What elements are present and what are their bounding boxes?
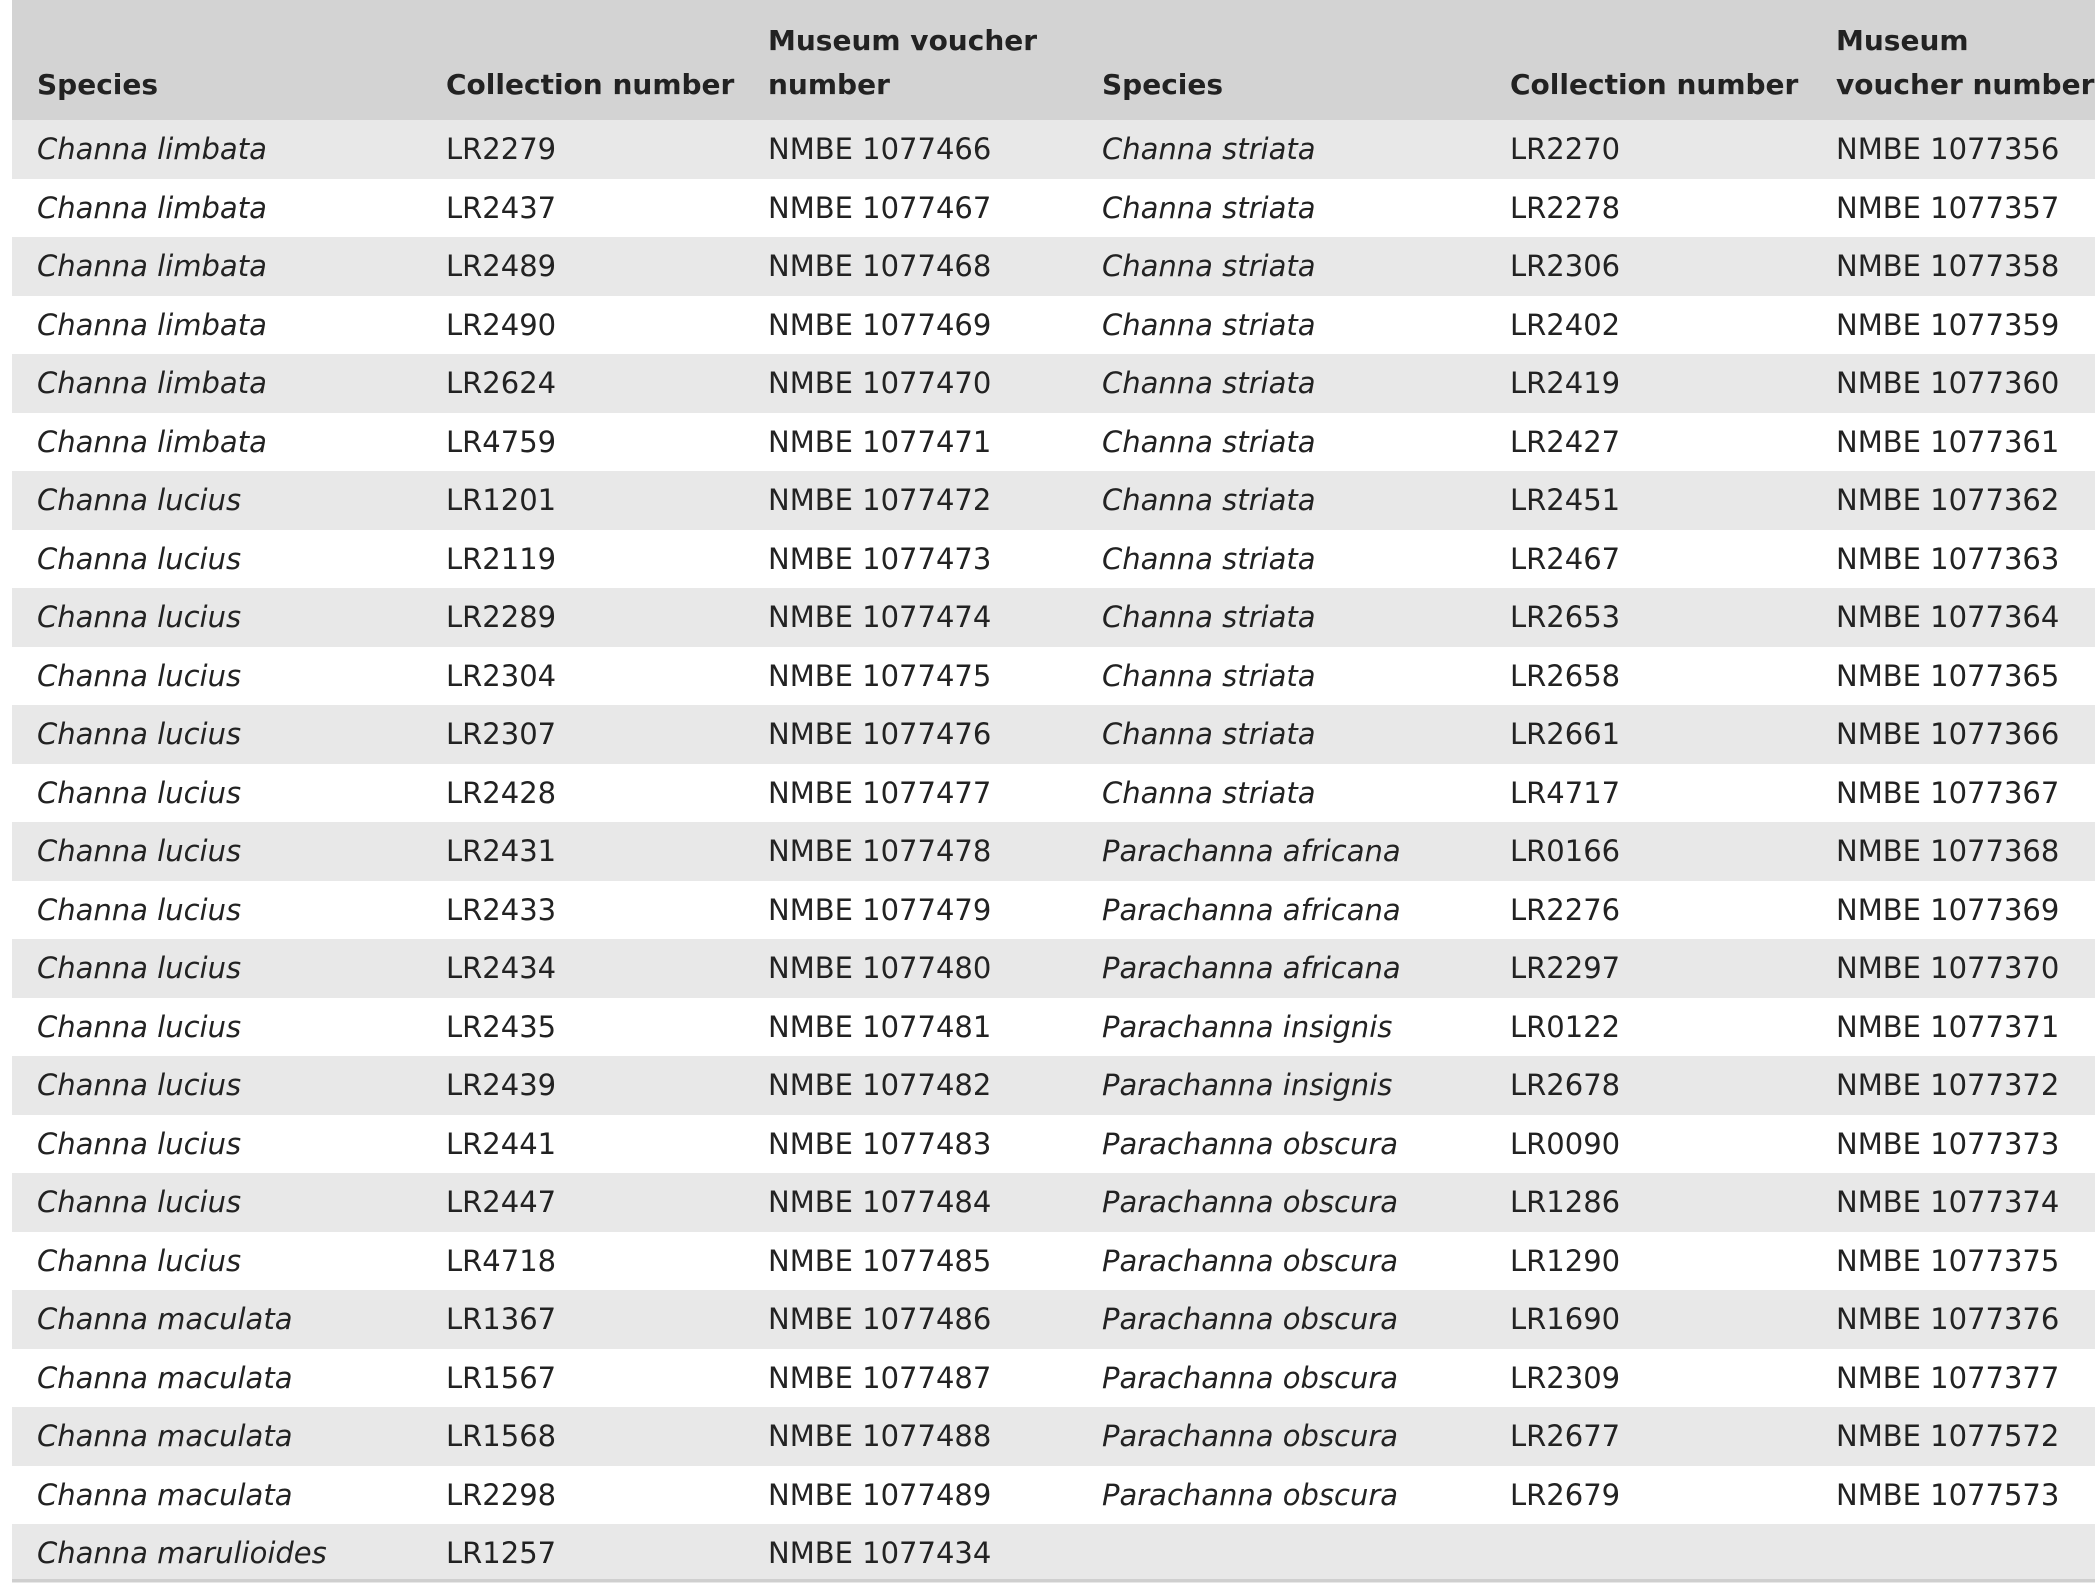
cell-species-right: Parachanna obscura [1102, 1360, 1399, 1395]
cell-species-right: Parachanna obscura [1102, 1419, 1399, 1454]
table-row [12, 413, 2095, 472]
table-row [12, 530, 2095, 589]
cell-species-right: Channa striata [1102, 424, 1316, 459]
cell-species-left: Channa limbata [37, 424, 267, 459]
cell-collection-right: LR4717 [1510, 775, 1621, 810]
cell-collection-right: LR2276 [1510, 892, 1621, 927]
cell-collection-left: LR2431 [446, 834, 557, 869]
cell-collection-right: LR2451 [1510, 483, 1621, 518]
cell-museum-left: NMBE 1077480 [768, 951, 992, 986]
cell-collection-left: LR1367 [446, 1302, 557, 1337]
cell-museum-right: NMBE 1077372 [1836, 1068, 2060, 1103]
cell-species-left: Channa lucius [37, 951, 242, 986]
cell-species-left: Channa lucius [37, 658, 242, 693]
cell-collection-right: LR1286 [1510, 1185, 1621, 1220]
table-row [12, 1115, 2095, 1174]
cell-museum-right: NMBE 1077375 [1836, 1243, 2060, 1278]
cell-species-right [1077, 1524, 1485, 1583]
cell-species-left: Channa lucius [37, 892, 242, 927]
cell-species-right: Channa striata [1102, 307, 1316, 342]
cell-collection-right: LR0090 [1510, 1126, 1621, 1161]
cell-species-left: Channa maculata [37, 1419, 293, 1454]
table-row [12, 1407, 2095, 1466]
cell-species-left: Channa marulioides [37, 1536, 327, 1571]
cell-collection-left: LR2289 [446, 600, 557, 635]
table-row [12, 354, 2095, 413]
cell-species-left: Channa lucius [37, 834, 242, 869]
cell-species-right: Parachanna africana [1102, 892, 1401, 927]
cell-museum-left: NMBE 1077471 [768, 424, 992, 459]
header-museum-left: Museum voucher number [768, 24, 1038, 101]
table-row [12, 939, 2095, 998]
specimen-table-container [12, 0, 2095, 1583]
cell-museum-right: NMBE 1077369 [1836, 892, 2060, 927]
cell-collection-left: LR2119 [446, 541, 557, 576]
cell-museum-right: NMBE 1077367 [1836, 775, 2060, 810]
cell-museum-left: NMBE 1077489 [768, 1477, 992, 1512]
cell-species-right: Channa striata [1102, 600, 1316, 635]
cell-species-left: Channa lucius [37, 483, 242, 518]
cell-collection-right: LR2653 [1510, 600, 1621, 635]
cell-museum-left: NMBE 1077477 [768, 775, 992, 810]
cell-collection-right: LR2677 [1510, 1419, 1621, 1454]
header-collection-right: Collection number [1510, 68, 1799, 101]
cell-collection-right: LR1290 [1510, 1243, 1621, 1278]
cell-collection-left: LR2439 [446, 1068, 557, 1103]
cell-species-left: Channa lucius [37, 1126, 242, 1161]
header-row [12, 0, 2095, 120]
table-row [12, 1056, 2095, 1115]
cell-collection-right: LR2427 [1510, 424, 1621, 459]
cell-collection-right: LR2278 [1510, 190, 1621, 225]
cell-museum-left: NMBE 1077466 [768, 132, 992, 167]
cell-species-right: Parachanna obscura [1102, 1477, 1399, 1512]
cell-museum-left: NMBE 1077481 [768, 1009, 992, 1044]
cell-species-left: Channa maculata [37, 1302, 293, 1337]
cell-species-left: Channa lucius [37, 541, 242, 576]
cell-museum-right: NMBE 1077572 [1836, 1419, 2060, 1454]
cell-collection-left: LR2489 [446, 249, 557, 284]
cell-collection-left: LR2433 [446, 892, 557, 927]
cell-museum-right: NMBE 1077356 [1836, 132, 2060, 167]
cell-species-right: Channa striata [1102, 658, 1316, 693]
cell-collection-left: LR1201 [446, 483, 557, 518]
table-row [12, 705, 2095, 764]
cell-species-left: Channa maculata [37, 1477, 293, 1512]
cell-museum-left: NMBE 1077476 [768, 717, 992, 752]
cell-museum-right [1811, 1524, 2095, 1583]
cell-collection-left: LR2624 [446, 366, 557, 401]
table-row [12, 881, 2095, 940]
cell-species-right: Parachanna africana [1102, 951, 1401, 986]
cell-collection-left: LR4759 [446, 424, 557, 459]
cell-collection-left: LR2490 [446, 307, 557, 342]
cell-species-left: Channa lucius [37, 1185, 242, 1220]
cell-museum-left: NMBE 1077469 [768, 307, 992, 342]
table-row [12, 647, 2095, 706]
cell-museum-right: NMBE 1077573 [1836, 1477, 2060, 1512]
cell-collection-right: LR0122 [1510, 1009, 1621, 1044]
cell-museum-right: NMBE 1077374 [1836, 1185, 2060, 1220]
cell-species-left: Channa limbata [37, 366, 267, 401]
cell-museum-left: NMBE 1077475 [768, 658, 992, 693]
cell-museum-right: NMBE 1077373 [1836, 1126, 2060, 1161]
cell-collection-right: LR0166 [1510, 834, 1621, 869]
cell-collection-right [1485, 1524, 1811, 1583]
table-row [12, 120, 2095, 179]
header-collection-left: Collection number [446, 68, 735, 101]
cell-collection-right: LR2297 [1510, 951, 1621, 986]
table-row [12, 471, 2095, 530]
cell-species-right: Channa striata [1102, 132, 1316, 167]
table-row [12, 1232, 2095, 1291]
cell-museum-left: NMBE 1077484 [768, 1185, 992, 1220]
cell-species-right: Parachanna obscura [1102, 1302, 1399, 1337]
cell-museum-right: NMBE 1077376 [1836, 1302, 2060, 1337]
cell-species-right: Channa striata [1102, 249, 1316, 284]
cell-species-left: Channa limbata [37, 190, 267, 225]
cell-collection-left: LR2441 [446, 1126, 557, 1161]
cell-collection-right: LR2270 [1510, 132, 1621, 167]
cell-collection-right: LR2679 [1510, 1477, 1621, 1512]
cell-species-left: Channa lucius [37, 600, 242, 635]
cell-collection-left: LR4718 [446, 1243, 557, 1278]
cell-collection-left: LR2447 [446, 1185, 557, 1220]
cell-collection-right: LR2661 [1510, 717, 1621, 752]
cell-museum-right: NMBE 1077366 [1836, 717, 2060, 752]
cell-species-left: Channa limbata [37, 132, 267, 167]
cell-museum-right: NMBE 1077359 [1836, 307, 2060, 342]
cell-species-right: Parachanna obscura [1102, 1126, 1399, 1161]
cell-species-right: Channa striata [1102, 366, 1316, 401]
cell-collection-left: LR2435 [446, 1009, 557, 1044]
header-species-right: Species [1102, 68, 1224, 101]
cell-museum-left: NMBE 1077487 [768, 1360, 992, 1395]
cell-collection-right: LR2309 [1510, 1360, 1621, 1395]
cell-species-right: Parachanna obscura [1102, 1185, 1399, 1220]
cell-collection-left: LR2304 [446, 658, 557, 693]
cell-museum-left: NMBE 1077488 [768, 1419, 992, 1454]
cell-species-right: Parachanna obscura [1102, 1243, 1399, 1278]
cell-species-right: Parachanna insignis [1102, 1009, 1393, 1044]
cell-species-right: Channa striata [1102, 717, 1316, 752]
cell-museum-left: NMBE 1077474 [768, 600, 992, 635]
cell-museum-left: NMBE 1077472 [768, 483, 992, 518]
cell-species-left: Channa lucius [37, 1009, 242, 1044]
cell-species-right: Channa striata [1102, 541, 1316, 576]
table-row [12, 1173, 2095, 1232]
cell-museum-left: NMBE 1077434 [768, 1536, 992, 1571]
cell-collection-right: LR2678 [1510, 1068, 1621, 1103]
cell-museum-right: NMBE 1077363 [1836, 541, 2060, 576]
specimen-table [12, 0, 2095, 1583]
table-row [12, 1349, 2095, 1408]
table-row [12, 588, 2095, 647]
cell-species-right: Parachanna insignis [1102, 1068, 1393, 1103]
cell-museum-right: NMBE 1077361 [1836, 424, 2060, 459]
cell-species-right: Parachanna africana [1102, 834, 1401, 869]
cell-museum-left: NMBE 1077473 [768, 541, 992, 576]
cell-museum-left: NMBE 1077467 [768, 190, 992, 225]
cell-collection-right: LR2419 [1510, 366, 1621, 401]
cell-species-left: Channa lucius [37, 717, 242, 752]
cell-collection-left: LR1568 [446, 1419, 557, 1454]
cell-species-left: Channa limbata [37, 307, 267, 342]
cell-museum-right: NMBE 1077371 [1836, 1009, 2060, 1044]
cell-collection-right: LR1690 [1510, 1302, 1621, 1337]
cell-species-right: Channa striata [1102, 775, 1316, 810]
cell-collection-right: LR2306 [1510, 249, 1621, 284]
cell-collection-left: LR2434 [446, 951, 557, 986]
cell-species-left: Channa limbata [37, 249, 267, 284]
header-museum-right: Museum voucher number [1836, 24, 2095, 101]
cell-species-right: Channa striata [1102, 483, 1316, 518]
cell-museum-right: NMBE 1077358 [1836, 249, 2060, 284]
cell-species-left: Channa lucius [37, 1243, 242, 1278]
cell-species-left: Channa maculata [37, 1360, 293, 1395]
table-header [12, 0, 2095, 120]
cell-species-right: Channa striata [1102, 190, 1316, 225]
cell-collection-left: LR2307 [446, 717, 557, 752]
cell-collection-left: LR1567 [446, 1360, 557, 1395]
cell-collection-left: LR2279 [446, 132, 557, 167]
table-body [12, 120, 2095, 1583]
cell-museum-left: NMBE 1077470 [768, 366, 992, 401]
cell-museum-right: NMBE 1077360 [1836, 366, 2060, 401]
cell-museum-left: NMBE 1077468 [768, 249, 992, 284]
cell-museum-right: NMBE 1077377 [1836, 1360, 2060, 1395]
cell-species-left: Channa lucius [37, 775, 242, 810]
cell-collection-left: LR1257 [446, 1536, 557, 1571]
cell-museum-right: NMBE 1077364 [1836, 600, 2060, 635]
cell-collection-right: LR2658 [1510, 658, 1621, 693]
cell-museum-left: NMBE 1077478 [768, 834, 992, 869]
table-row [12, 1290, 2095, 1349]
table-row [12, 764, 2095, 823]
cell-museum-left: NMBE 1077483 [768, 1126, 992, 1161]
table-row [12, 1524, 2095, 1583]
cell-museum-left: NMBE 1077485 [768, 1243, 992, 1278]
cell-museum-right: NMBE 1077362 [1836, 483, 2060, 518]
cell-museum-left: NMBE 1077479 [768, 892, 992, 927]
cell-collection-left: LR2428 [446, 775, 557, 810]
header-species-left: Species [37, 68, 159, 101]
table-row [12, 998, 2095, 1057]
cell-museum-right: NMBE 1077370 [1836, 951, 2060, 986]
table-row [12, 1466, 2095, 1525]
cell-collection-left: LR2298 [446, 1477, 557, 1512]
table-row [12, 296, 2095, 355]
cell-museum-right: NMBE 1077357 [1836, 190, 2060, 225]
cell-museum-left: NMBE 1077486 [768, 1302, 992, 1337]
cell-museum-left: NMBE 1077482 [768, 1068, 992, 1103]
cell-museum-right: NMBE 1077365 [1836, 658, 2060, 693]
cell-collection-left: LR2437 [446, 190, 557, 225]
cell-collection-right: LR2402 [1510, 307, 1621, 342]
cell-museum-right: NMBE 1077368 [1836, 834, 2060, 869]
cell-collection-right: LR2467 [1510, 541, 1621, 576]
cell-species-left: Channa lucius [37, 1068, 242, 1103]
table-row [12, 822, 2095, 881]
table-row [12, 179, 2095, 238]
table-row [12, 237, 2095, 296]
